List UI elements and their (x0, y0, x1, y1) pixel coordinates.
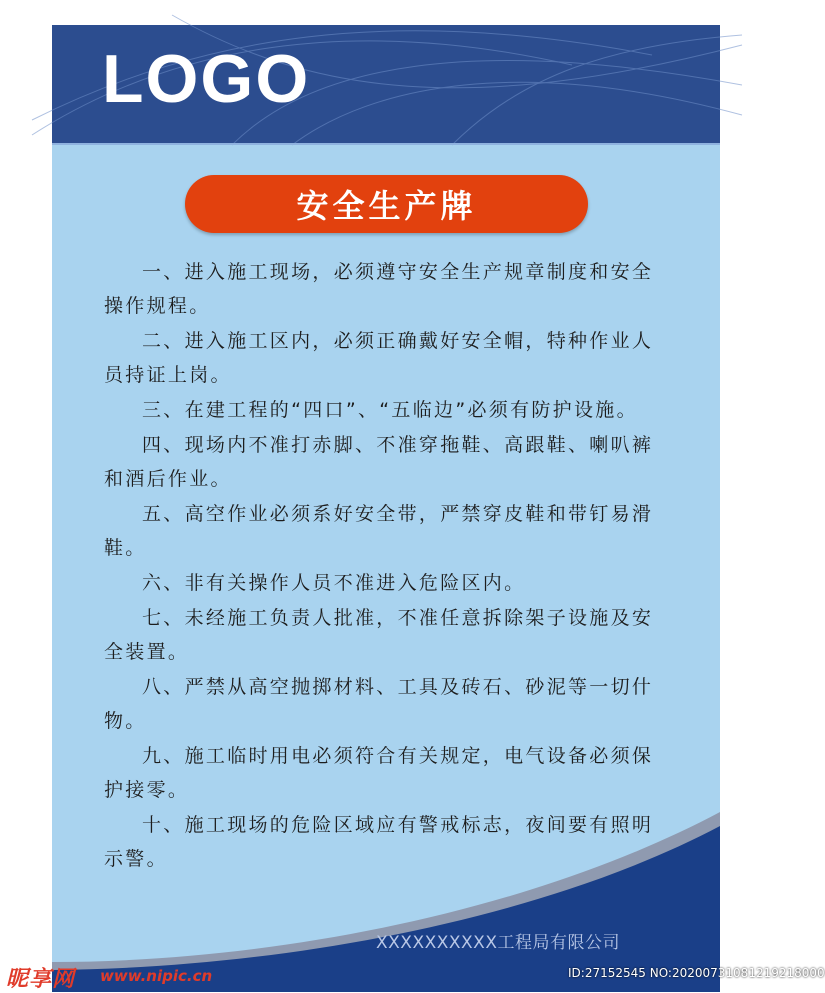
footer-wave-decoration (52, 812, 720, 992)
rule-item: 八、严禁从高空抛掷材料、工具及砖石、砂泥等一切什物。 (104, 676, 654, 732)
rule-item: 二、进入施工区内，必须正确戴好安全帽，特种作业人员持证上岗。 (104, 330, 654, 386)
logo-text: LOGO (102, 41, 311, 117)
sign-title: 安全生产牌 (296, 187, 477, 225)
safety-sign-board (52, 25, 720, 992)
rule-item: 九、施工临时用电必须符合有关规定，电气设备必须保护接零。 (104, 745, 654, 801)
watermark-id: ID:27152545 NO:20200731081219218000 (568, 966, 825, 980)
title-banner (185, 175, 588, 233)
rule-item: 四、现场内不准打赤脚、不准穿拖鞋、高跟鞋、喇叭裤和酒后作业。 (104, 434, 654, 490)
rule-item: 六、非有关操作人员不准进入危险区内。 (142, 572, 526, 594)
rules-list (104, 255, 672, 877)
rule-item: 七、未经施工负责人批准，不准任意拆除架子设施及安全装置。 (104, 607, 654, 663)
rule-item: 一、进入施工现场，必须遵守安全生产规章制度和安全操作规程。 (104, 261, 654, 317)
header-banner (52, 25, 720, 145)
rule-item: 三、在建工程的“四口”、“五临边”必须有防护设施。 (142, 399, 638, 421)
watermark-url: www.nipic.cn (100, 967, 213, 985)
company-name: XXXXXXXXXX工程局有限公司 (376, 933, 620, 953)
watermark-site-logo: 昵享网 (6, 967, 76, 992)
rule-item: 十、施工现场的危险区域应有警戒标志，夜间要有照明示警。 (104, 814, 654, 870)
rule-item: 五、高空作业必须系好安全带，严禁穿皮鞋和带钉易滑鞋。 (104, 503, 654, 559)
